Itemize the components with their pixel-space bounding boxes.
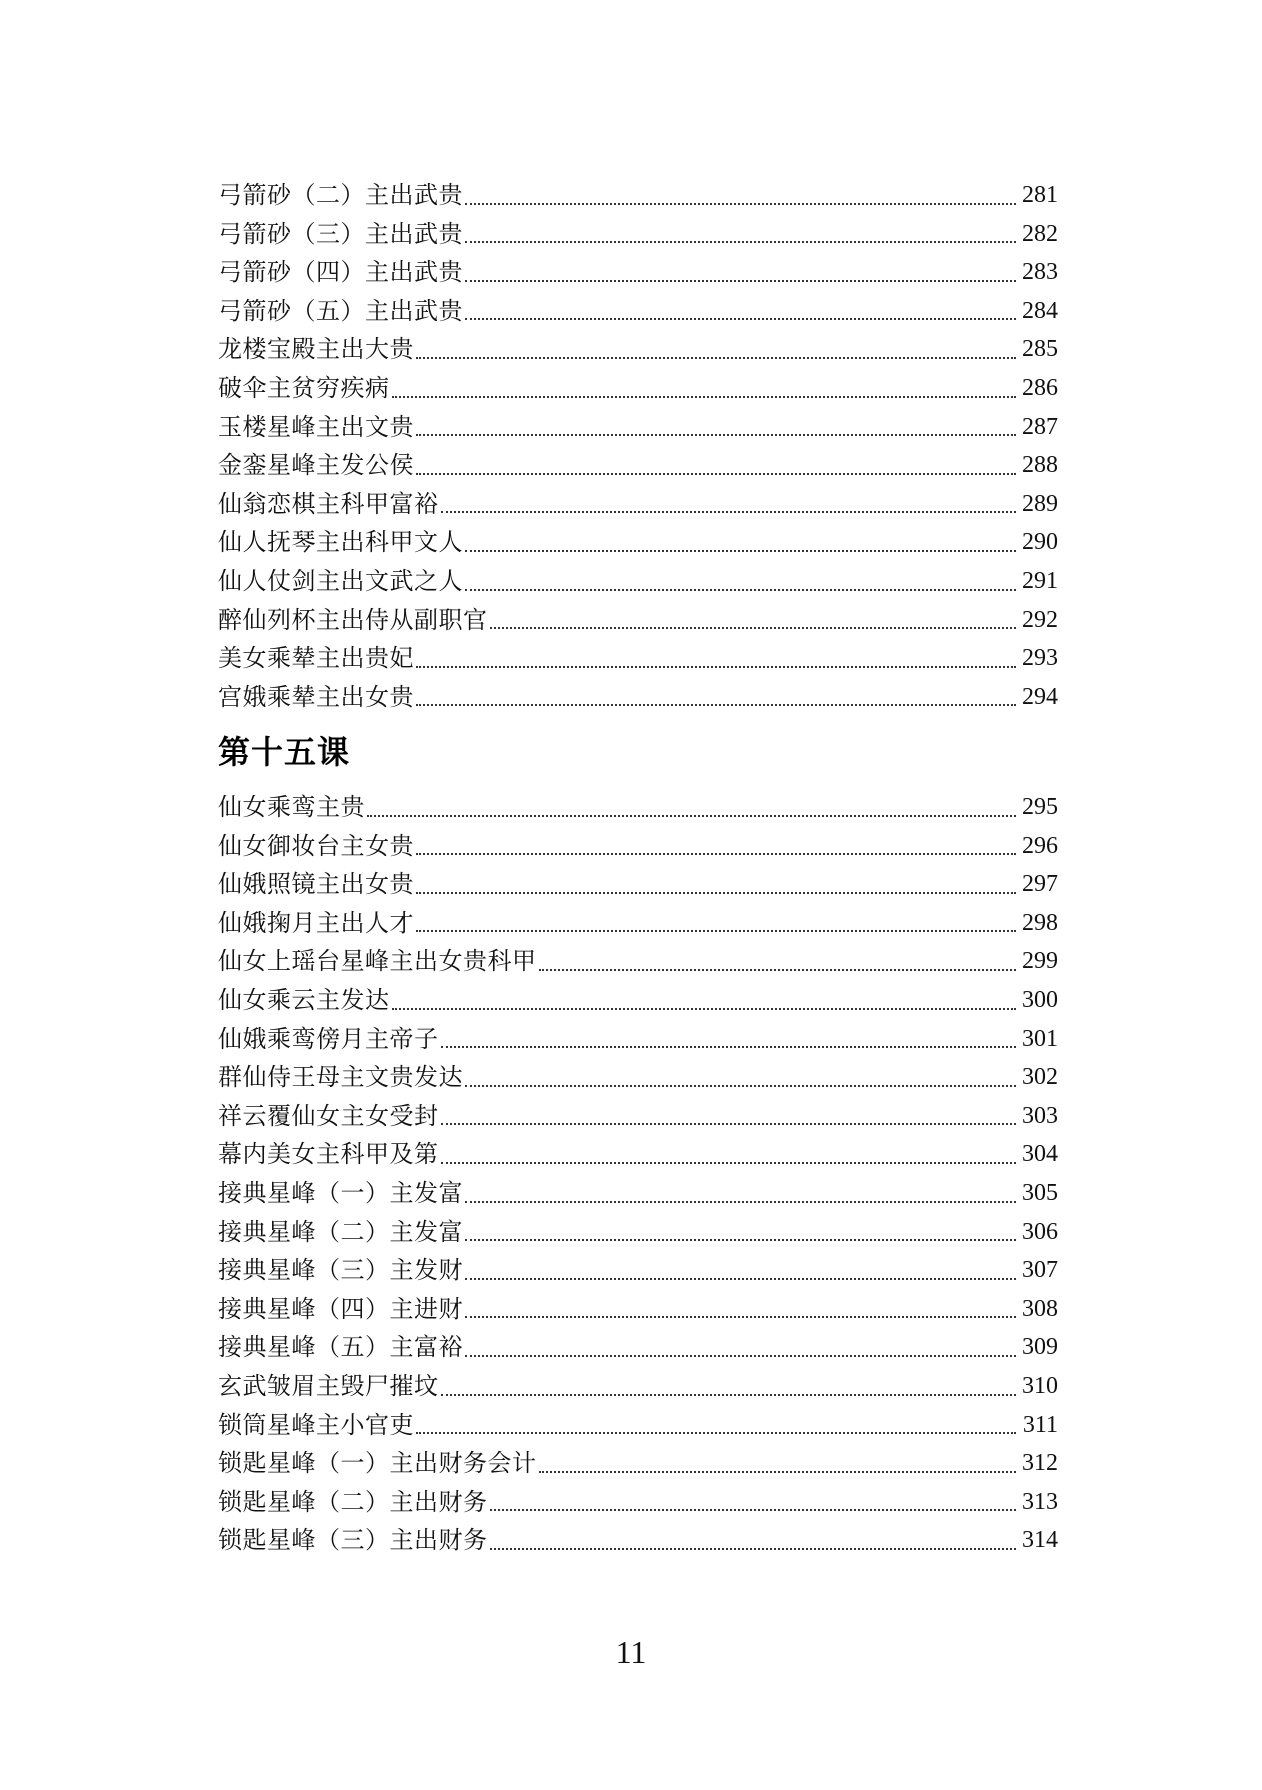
toc-entry-page: 311 bbox=[1022, 1411, 1058, 1438]
dot-leader bbox=[441, 1046, 1017, 1048]
toc-entry-title: 接典星峰（四）主进财 bbox=[218, 1294, 463, 1323]
toc-entry-title: 仙娥照镜主出女贵 bbox=[218, 870, 414, 899]
toc-entry bbox=[218, 1483, 1058, 1522]
dot-leader bbox=[465, 1316, 1016, 1318]
toc-entry bbox=[218, 1367, 1058, 1406]
dot-leader bbox=[392, 1008, 1017, 1010]
toc-entry-page: 287 bbox=[1022, 413, 1058, 440]
toc-entry-page: 314 bbox=[1022, 1527, 1058, 1554]
toc-entry bbox=[218, 1290, 1058, 1329]
toc-entry bbox=[218, 601, 1058, 640]
toc-entry bbox=[218, 562, 1058, 601]
dot-leader bbox=[490, 1548, 1017, 1550]
toc-entry-page: 288 bbox=[1022, 452, 1058, 479]
toc-entry-page: 296 bbox=[1022, 832, 1058, 859]
toc-entry-page: 304 bbox=[1022, 1141, 1058, 1168]
toc-entry bbox=[218, 1444, 1058, 1483]
toc-entry-page: 297 bbox=[1022, 871, 1058, 898]
toc-entry-page: 282 bbox=[1022, 220, 1058, 247]
toc-entry-title: 幕内美女主科甲及第 bbox=[218, 1140, 439, 1169]
toc-entry-title: 仙人仗剑主出文武之人 bbox=[218, 566, 463, 595]
dot-leader bbox=[441, 1394, 1017, 1396]
toc-entry-page: 294 bbox=[1022, 683, 1058, 710]
dot-leader bbox=[416, 930, 1016, 932]
dot-leader bbox=[465, 1239, 1016, 1241]
toc-entry-title: 接典星峰（二）主发富 bbox=[218, 1217, 463, 1246]
toc-entry-title: 金銮星峰主发公侯 bbox=[218, 451, 414, 480]
toc-entry-page: 289 bbox=[1022, 490, 1058, 517]
toc-entry bbox=[218, 1097, 1058, 1136]
toc-entry-page: 306 bbox=[1022, 1218, 1058, 1245]
dot-leader bbox=[392, 396, 1017, 398]
toc-entry bbox=[218, 176, 1058, 215]
toc-entry-title: 弓箭砂（二）主出武贵 bbox=[218, 181, 463, 209]
toc-entry-page: 307 bbox=[1022, 1257, 1058, 1284]
toc-entry bbox=[218, 1251, 1058, 1290]
toc-entry bbox=[218, 865, 1058, 904]
toc-entry bbox=[218, 827, 1058, 866]
toc-entry-page: 284 bbox=[1022, 297, 1058, 324]
toc-entry-title: 仙娥掬月主出人才 bbox=[218, 908, 414, 937]
toc-entry-title: 玉楼星峰主出文贵 bbox=[218, 412, 414, 441]
toc-entry bbox=[218, 523, 1058, 562]
toc-entry-page: 286 bbox=[1022, 374, 1058, 401]
toc-entry bbox=[218, 446, 1058, 485]
toc-entry-title: 美女乘辇主出贵妃 bbox=[218, 644, 414, 673]
toc-entry-title: 接典星峰（一）主发富 bbox=[218, 1178, 463, 1207]
dot-leader bbox=[465, 280, 1016, 282]
toc-entry-title: 锁匙星峰（三）主出财务 bbox=[218, 1526, 488, 1555]
toc-entry-page: 313 bbox=[1022, 1488, 1058, 1515]
dot-leader bbox=[367, 815, 1016, 817]
toc-entry-title: 玄武皱眉主毁尸摧坟 bbox=[218, 1371, 439, 1400]
toc-entry-page: 300 bbox=[1022, 986, 1058, 1013]
toc-entry-page: 302 bbox=[1022, 1064, 1058, 1091]
toc-entry bbox=[218, 1135, 1058, 1174]
dot-leader bbox=[539, 1471, 1017, 1473]
dot-leader bbox=[416, 704, 1016, 706]
toc-entry bbox=[218, 981, 1058, 1020]
toc-entry bbox=[218, 292, 1058, 331]
toc-entry-title: 锁匙星峰（二）主出财务 bbox=[218, 1487, 488, 1516]
dot-leader bbox=[490, 627, 1017, 629]
toc-entry-page: 291 bbox=[1022, 567, 1058, 594]
toc-entry-title: 祥云覆仙女主女受封 bbox=[218, 1101, 439, 1130]
toc-entry bbox=[218, 1521, 1058, 1560]
toc-entry-title: 破伞主贫穷疾病 bbox=[218, 373, 390, 402]
dot-leader bbox=[416, 1432, 1016, 1434]
dot-leader bbox=[465, 1278, 1016, 1280]
toc-entry-title: 宫娥乘辇主出女贵 bbox=[218, 682, 414, 711]
dot-leader bbox=[416, 434, 1016, 436]
dot-leader bbox=[465, 1085, 1016, 1087]
toc-entry-page: 310 bbox=[1022, 1372, 1058, 1399]
toc-entry bbox=[218, 942, 1058, 981]
toc-entry-title: 龙楼宝殿主出大贵 bbox=[218, 335, 414, 364]
toc-entry-page: 298 bbox=[1022, 909, 1058, 936]
toc-entry-title: 弓箭砂（四）主出武贵 bbox=[218, 258, 463, 287]
dot-leader bbox=[465, 550, 1016, 552]
toc-entry-page: 301 bbox=[1022, 1025, 1058, 1052]
toc-entry bbox=[218, 330, 1058, 369]
toc-entry-title: 接典星峰（五）主富裕 bbox=[218, 1333, 463, 1362]
toc-entry-page: 283 bbox=[1022, 259, 1058, 286]
toc-entry bbox=[218, 253, 1058, 292]
toc-entry-title: 仙女乘鸾主贵 bbox=[218, 793, 365, 821]
toc-entry-title: 醉仙列杯主出侍从副职官 bbox=[218, 605, 488, 634]
toc-entry bbox=[218, 1406, 1058, 1445]
toc-entry-title: 仙女上瑶台星峰主出女贵科甲 bbox=[218, 947, 537, 976]
toc-entry bbox=[218, 1058, 1058, 1097]
toc-entry-title: 接典星峰（三）主发财 bbox=[218, 1256, 463, 1285]
section-heading: 第十五课 bbox=[218, 733, 351, 771]
toc-entry-page: 305 bbox=[1022, 1179, 1058, 1206]
toc-entry-page: 299 bbox=[1022, 948, 1058, 975]
page-number: 11 bbox=[615, 1634, 647, 1670]
dot-leader bbox=[465, 589, 1016, 591]
toc-entry bbox=[218, 639, 1058, 678]
toc-entry bbox=[218, 1020, 1058, 1059]
toc-entry bbox=[218, 215, 1058, 254]
toc-entry-page: 281 bbox=[1022, 182, 1058, 208]
dot-leader bbox=[416, 853, 1016, 855]
toc-entry-page: 308 bbox=[1022, 1295, 1058, 1322]
dot-leader bbox=[416, 357, 1016, 359]
toc-entry-title: 仙女乘云主发达 bbox=[218, 985, 390, 1014]
toc-entry bbox=[218, 1328, 1058, 1367]
dot-leader bbox=[465, 203, 1016, 205]
toc-list-part1 bbox=[218, 176, 1058, 716]
dot-leader bbox=[416, 666, 1016, 668]
toc-entry bbox=[218, 788, 1058, 827]
dot-leader bbox=[416, 892, 1016, 894]
dot-leader bbox=[416, 473, 1016, 475]
dot-leader bbox=[441, 511, 1017, 513]
toc-entry-title: 群仙侍王母主文贵发达 bbox=[218, 1063, 463, 1092]
toc-entry-title: 锁筒星峰主小官吏 bbox=[218, 1410, 414, 1439]
dot-leader bbox=[465, 1201, 1016, 1203]
toc-entry-page: 292 bbox=[1022, 606, 1058, 633]
toc-entry bbox=[218, 904, 1058, 943]
toc-entry bbox=[218, 369, 1058, 408]
toc-entry-page: 309 bbox=[1022, 1334, 1058, 1361]
toc-entry-title: 锁匙星峰（一）主出财务会计 bbox=[218, 1449, 537, 1478]
toc-list-part2 bbox=[218, 788, 1058, 1560]
toc-entry bbox=[218, 1174, 1058, 1213]
toc-entry-page: 285 bbox=[1022, 336, 1058, 363]
toc-entry-page: 290 bbox=[1022, 529, 1058, 556]
dot-leader bbox=[490, 1509, 1017, 1511]
toc-entry-title: 弓箭砂（五）主出武贵 bbox=[218, 296, 463, 325]
dot-leader bbox=[441, 1162, 1017, 1164]
dot-leader bbox=[465, 241, 1016, 243]
toc-entry-page: 293 bbox=[1022, 645, 1058, 672]
toc-entry-title: 仙人抚琴主出科甲文人 bbox=[218, 528, 463, 557]
toc-entry-page: 312 bbox=[1022, 1450, 1058, 1477]
dot-leader bbox=[441, 1123, 1017, 1125]
toc-entry bbox=[218, 408, 1058, 447]
toc-entry-title: 仙女御妆台主女贵 bbox=[218, 831, 414, 860]
toc-entry bbox=[218, 1213, 1058, 1252]
toc-entry-page: 295 bbox=[1022, 794, 1058, 820]
toc-entry-title: 弓箭砂（三）主出武贵 bbox=[218, 219, 463, 248]
toc-entry-page: 303 bbox=[1022, 1102, 1058, 1129]
toc-entry bbox=[218, 678, 1058, 717]
dot-leader bbox=[465, 318, 1016, 320]
toc-entry bbox=[218, 485, 1058, 524]
dot-leader bbox=[539, 969, 1017, 971]
toc-entry-title: 仙娥乘鸾傍月主帝子 bbox=[218, 1024, 439, 1053]
toc-entry-title: 仙翁恋棋主科甲富裕 bbox=[218, 489, 439, 518]
dot-leader bbox=[465, 1355, 1016, 1357]
